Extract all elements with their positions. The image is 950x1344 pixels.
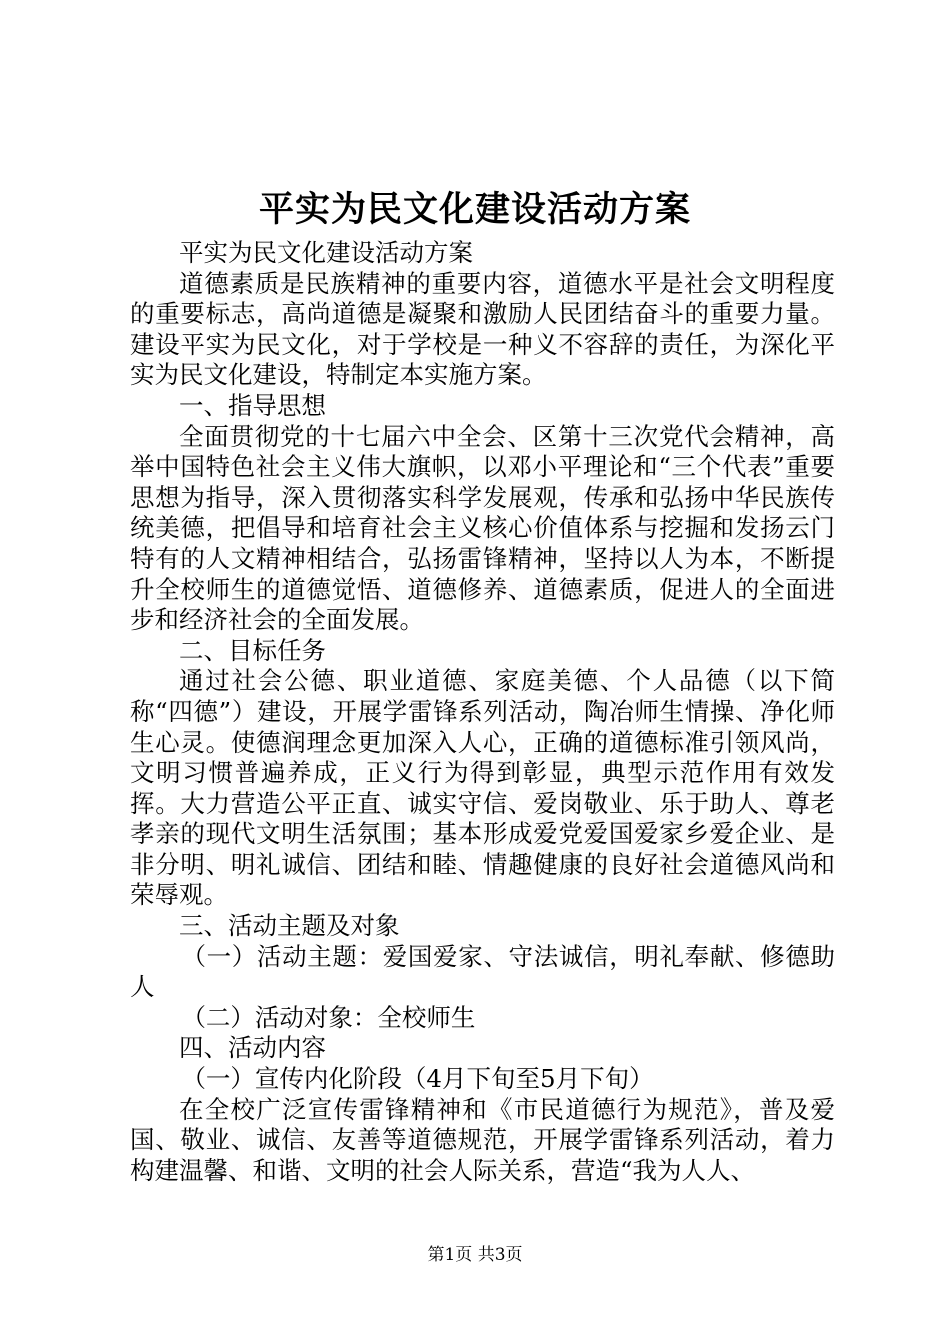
heading-stage-one: （一）宣传内化阶段（4月下旬至5月下旬） <box>181 1064 654 1094</box>
paragraph-goals: 通过社会公德、职业道德、家庭美德、个人品德（以下简称“四德”）建设，开展学雷锋系列活动，陶冶师生情操、净化师生心灵。使德润理念更加深入人心，正确的道德标准引领风尚，文明习惯普遍养成，正义行为得到彰显，典型示范作用有效发挥。大力营造公平正直、诚实守信、爱岗敬业、乐于助人、尊老孝亲的现代文明生活氛围；基本形成爱党爱国爱家乡爱企业、是非分明、明礼诚信、团结和睦、情趣健康的良好社会道德风尚和荣辱观。 <box>130 666 835 910</box>
paragraph-stage-one: 在全校广泛宣传雷锋精神和《市民道德行为规范》，普及爱国、敬业、诚信、友善等道德规范，开展学雷锋系列活动，着力构建温馨、和谐、文明的社会人际关系，营造“我为人人、 <box>130 1094 835 1185</box>
heading-theme-and-target: 三、活动主题及对象 <box>179 911 400 941</box>
paragraph-intro: 道德素质是民族精神的重要内容，道德水平是社会文明程度的重要标志，高尚道德是凝聚和激励人民团结奋斗的重要力量。建设平实为民文化，对于学校是一种义不容辞的责任，为深化平实为民文化建设，特制定本实施方案。 <box>130 268 835 390</box>
paragraph-guiding-thought: 全面贯彻党的十七届六中全会、区第十三次党代会精神，高举中国特色社会主义伟大旗帜，以邓小平理论和“三个代表”重要思想为指导，深入贯彻落实科学发展观，传承和弘扬中华民族传统美德，把倡导和培育社会主义核心价值体系与挖掘和发扬云门特有的人文精神相结合，弘扬雷锋精神，坚持以人为本，不断提升全校师生的道德觉悟、道德修养、道德素质，促进人的全面进步和经济社会的全面发展。 <box>130 421 835 635</box>
paragraph-target: （二）活动对象：全校师生 <box>181 1002 476 1032</box>
heading-guiding-thought: 一、指导思想 <box>179 390 326 420</box>
document-body <box>130 238 835 1186</box>
page-footer: 第1页 共3页 <box>427 1245 523 1265</box>
paragraph-subtitle: 平实为民文化建设活动方案 <box>179 238 473 267</box>
heading-goals: 二、目标任务 <box>179 635 326 665</box>
document-title: 平实为民文化建设活动方案 <box>258 189 691 230</box>
heading-activity-content: 四、活动内容 <box>179 1033 326 1063</box>
paragraph-theme: （一）活动主题：爱国爱家、守法诚信，明礼奉献、修德助人 <box>130 941 835 1002</box>
